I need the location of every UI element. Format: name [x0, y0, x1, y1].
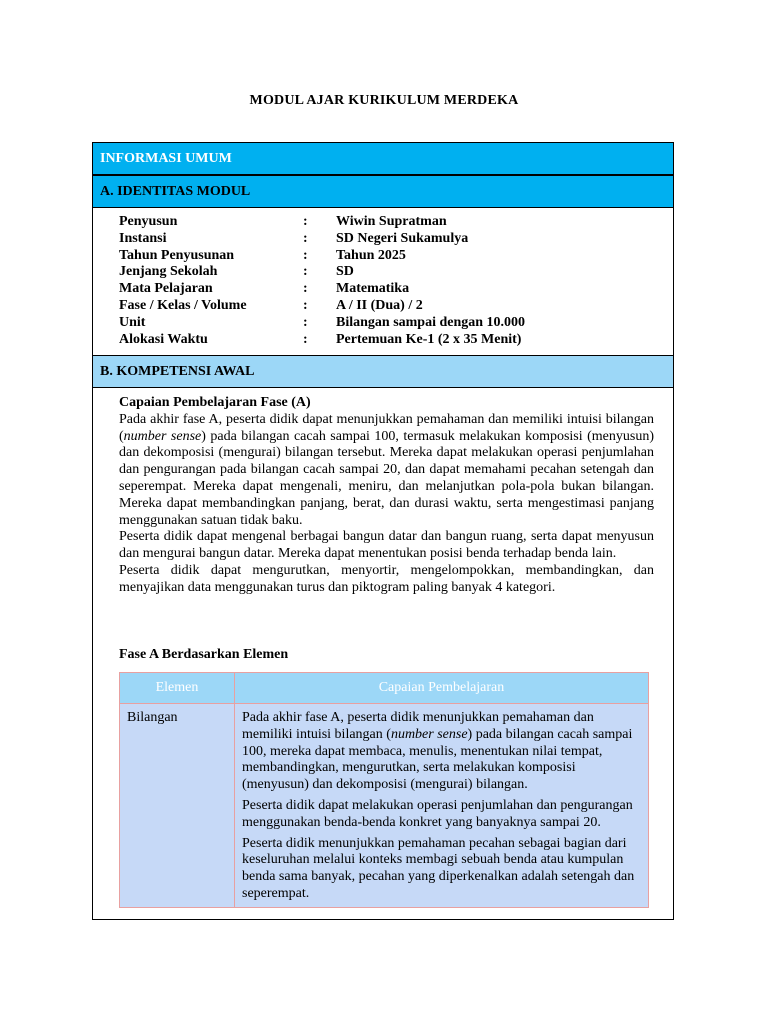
identitas-row-fase	[119, 298, 656, 315]
capaian-paragraph-3: Peserta didik dapat mengurutkan, menyortir, mengelompokkan, membandingkan, dan menyajikan data menggunakan turus dan piktogram paling banyak 4 kategori.	[119, 562, 654, 595]
cp-paragraph-1	[242, 710, 641, 794]
section-informasi-umum-label: INFORMASI UMUM	[100, 150, 232, 166]
module-frame	[92, 142, 674, 920]
identitas-list	[119, 214, 656, 348]
identitas-colon: :	[303, 264, 308, 280]
section-kompetensi-awal	[93, 355, 673, 388]
identitas-value: SD	[336, 264, 354, 280]
identitas-row-unit	[119, 315, 656, 332]
cp1-text-rest: ) pada bilangan cacah sampai 100, mereka dapat membaca, menulis, menentukan nilai tempat, membandingkan, mengurutkan, serta melakukan komposisi (menyusun) dan dekomposisi (mengurai) bilangan.	[242, 726, 633, 793]
identitas-value: Pertemuan Ke-1 (2 x 35 Menit)	[336, 331, 522, 347]
fase-elemen-heading: Fase A Berdasarkan Elemen	[119, 647, 289, 662]
section-kompetensi-awal-label: B. KOMPETENSI AWAL	[100, 363, 255, 379]
identitas-colon: :	[303, 247, 308, 263]
identitas-label: Tahun Penyusunan	[119, 247, 235, 263]
fase-elemen-table	[119, 672, 649, 908]
identitas-label: Fase / Kelas / Volume	[119, 297, 247, 313]
identitas-row-instansi	[119, 231, 656, 248]
identitas-value: Bilangan sampai dengan 10.000	[336, 314, 526, 330]
identitas-value: Wiwin Supratman	[336, 214, 447, 229]
cp-paragraph-3: Peserta didik menunjukkan pemahaman pecahan sebagai bagian dari keseluruhan melalui konteks membagi sebuah benda atau kumpulan benda sama banyak, pecahan yang diperkenalkan adalah setengah dan seperempat.	[242, 835, 635, 901]
identitas-value: A / II (Dua) / 2	[336, 297, 423, 313]
cell-elemen: Bilangan	[120, 704, 235, 908]
table-row	[120, 704, 649, 908]
cp-paragraph-2: Peserta didik dapat melakukan operasi penjumlahan dan pengurangan menggunakan benda-benda konkret yang banyaknya sampai 20.	[242, 797, 633, 830]
identitas-value: SD Negeri Sukamulya	[336, 230, 469, 246]
identitas-row-mapel	[119, 281, 656, 298]
capaian-heading: Capaian Pembelajaran Fase (A)	[119, 395, 311, 410]
identitas-colon: :	[303, 281, 308, 297]
identitas-value: Tahun 2025	[336, 247, 406, 263]
cp1-text: Pada akhir fase A, peserta didik menunjukkan pemahaman dan memiliki intuisi bilangan (	[242, 710, 594, 742]
capaian-p1-text-rest: ) pada bilangan cacah sampai 100, termasuk melakukan komposisi (menyusun) dan dekomposisi (mengurai) bilangan tersebut. Mereka dapat melakukan operasi penjumlahan dan pengurangan pada bilangan cacah sampai 20, dan dapat memahami pecahan setengah dan seperempat. Mereka dapat mengenali, meniru, dan melanjutkan pola-pola bukan bilangan. Mereka dapat membandingkan panjang, berat, dan durasi waktu, serta mengestimasi panjang menggunakan satuan tidak baku.	[119, 428, 654, 528]
capaian-paragraph-2: Peserta didik dapat mengenal berbagai bangun datar dan bangun ruang, serta dapat menyusun dan mengurai bangun datar. Mereka dapat menentukan posisi benda terhadap benda lain.	[119, 529, 654, 562]
identitas-label: Jenjang Sekolah	[119, 264, 218, 280]
cp1-italic: number sense	[390, 726, 468, 742]
identitas-colon: :	[303, 230, 308, 246]
capaian-content	[119, 395, 654, 662]
section-informasi-umum	[93, 143, 673, 175]
identitas-row-tahun	[119, 248, 656, 265]
identitas-colon: :	[303, 314, 308, 330]
identitas-value: Matematika	[336, 281, 410, 297]
cell-capaian	[235, 704, 649, 908]
table-header-row	[120, 673, 649, 704]
identitas-row-alokasi	[119, 332, 656, 349]
identitas-label: Mata Pelajaran	[119, 281, 213, 297]
header-elemen: Elemen	[120, 673, 235, 704]
identitas-label: Penyusun	[119, 214, 178, 229]
identitas-row-jenjang	[119, 264, 656, 281]
identitas-label: Unit	[119, 314, 146, 330]
section-identitas-modul-label: A. IDENTITAS MODUL	[100, 183, 251, 199]
identitas-colon: :	[303, 214, 308, 229]
capaian-p1-text: Pada akhir fase A, peserta didik dapat menunjukkan pemahaman dan memiliki intuisi bilangan (	[119, 411, 654, 444]
identitas-label: Alokasi Waktu	[119, 331, 208, 347]
section-identitas-modul	[93, 175, 673, 208]
capaian-p1-italic: number sense	[123, 428, 202, 444]
identitas-colon: :	[303, 331, 308, 347]
identitas-colon: :	[303, 297, 308, 313]
identitas-label: Instansi	[119, 230, 167, 246]
page-title: MODUL AJAR KURIKULUM MERDEKA	[249, 93, 519, 108]
capaian-paragraph-1	[119, 412, 654, 530]
identitas-row-penyusun	[119, 214, 656, 231]
header-capaian: Capaian Pembelajaran	[235, 673, 649, 704]
